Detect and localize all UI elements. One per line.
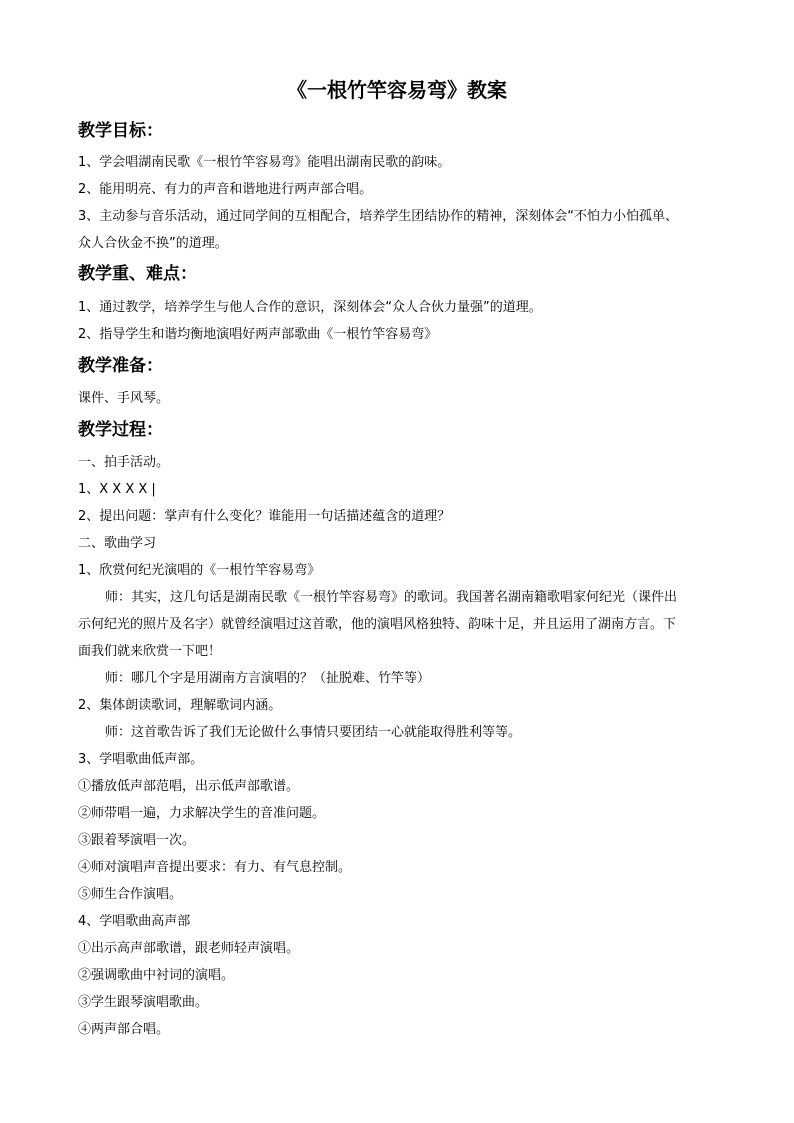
process-line: ④两声部合唱。 (78, 1022, 170, 1037)
process-line: 师：其实，这几句话是湖南民歌《一根竹竿容易弯》的歌词。我国著名湖南籍歌唱家何纪光（课件出 (105, 590, 678, 605)
process-line: ②师带唱一遍，力求解决学生的音准问题。 (78, 806, 326, 821)
section-heading-objectives: 教学目标： (78, 121, 163, 141)
process-line: 师：哪几个字是用湖南方言演唱的？（扯脱难、竹竿等） (105, 671, 431, 686)
objectives-line-2: 2、能用明亮、有力的声音和谐地进行两声部合唱。 (78, 182, 373, 197)
keypoints-line-2: 2、指导学生和谐均衡地演唱好两声部歌曲《一根竹竿容易弯》 (78, 327, 438, 342)
process-line: 二、歌曲学习 (78, 536, 157, 551)
process-line: ①播放低声部范唱，出示低声部歌谱。 (78, 779, 300, 794)
process-line: ①出示高声部歌谱，跟老师轻声演唱。 (78, 941, 300, 956)
process-line: ⑤师生合作演唱。 (78, 887, 183, 902)
section-heading-preparation: 教学准备： (78, 356, 163, 376)
keypoints-line-1: 1、通过教学，培养学生与他人合作的意识，深刻体会“众人合伙力量强”的道理。 (78, 300, 542, 315)
process-line: 师：这首歌告诉了我们无论做什么事情只要团结一心就能取得胜利等等。 (105, 725, 522, 740)
process-line: 4、学唱歌曲高声部 (78, 914, 191, 929)
process-line: 3、学唱歌曲低声部。 (78, 752, 204, 767)
process-line: 2、集体朗读歌词，理解歌词内涵。 (78, 698, 282, 713)
objectives-line-3: 3、主动参与音乐活动，通过同学间的互相配合，培养学生团结协作的精神，深刻体会“不怕力小怕孤单、 (78, 209, 679, 224)
process-line: 面我们就来欣赏一下吧！ (78, 644, 222, 659)
section-heading-keypoints: 教学重、难点： (78, 264, 197, 284)
process-line: 1、X X X X | (78, 482, 156, 497)
process-line: ④师对演唱声音提出要求：有力、有气息控制。 (78, 860, 352, 875)
document-title: 《一根竹竿容易弯》教案 (287, 78, 507, 102)
preparation-line-1: 课件、手风琴。 (78, 391, 170, 406)
process-line: 1、欣赏何纪光演唱的《一根竹竿容易弯》 (78, 563, 321, 578)
process-line: ③跟着琴演唱一次。 (78, 833, 196, 848)
section-heading-process: 教学过程： (78, 420, 163, 440)
objectives-line-1: 1、学会唱湖南民歌《一根竹竿容易弯》能唱出湖南民歌的韵味。 (78, 155, 451, 170)
process-line: ③学生跟琴演唱歌曲。 (78, 995, 209, 1010)
process-line: ②强调歌曲中衬词的演唱。 (78, 968, 235, 983)
process-line: 2、提出问题：掌声有什么变化？谁能用一句话描述蕴含的道理？ (78, 509, 451, 524)
process-line: 一、拍手活动。 (78, 455, 170, 470)
process-line: 示何纪光的照片及名字）就曾经演唱过这首歌，他的演唱风格独特、韵味十足，并且运用了湖南方言。下 (78, 617, 677, 632)
objectives-line-4: 众人合伙金不换”的道理。 (78, 236, 228, 251)
